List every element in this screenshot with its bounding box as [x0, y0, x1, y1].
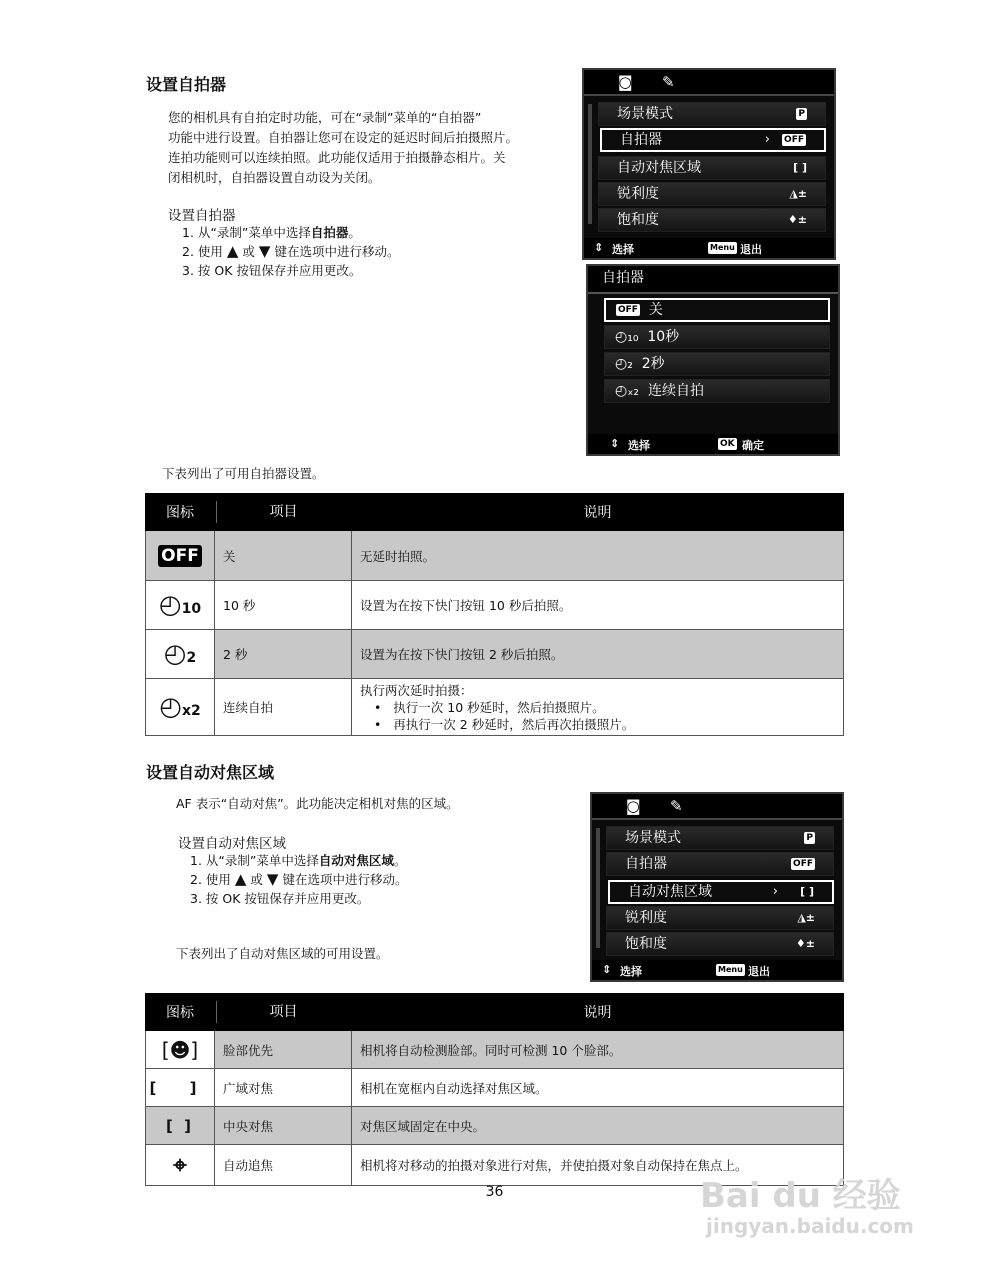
menu-footer: ⇕ 选择 Menu 退出 [592, 960, 842, 980]
row-item: 广域对焦 [215, 1069, 352, 1107]
sharpness-icon: ◮± [797, 911, 815, 924]
af-area-table [145, 993, 844, 1186]
table-row [146, 1069, 844, 1107]
step-1: 1. 从“录制”菜单中选择自动对焦区域。 [190, 853, 407, 868]
menu-item-self-timer[interactable]: 自拍器 › OFF [600, 128, 826, 152]
header-icon: 图标 [146, 494, 215, 531]
menu-item-saturation[interactable]: 饱和度 ♦± [598, 208, 826, 232]
saturation-icon: ♦± [787, 213, 807, 226]
header-item: 项目 [215, 994, 352, 1031]
updown-icon: ⇕ [602, 963, 612, 976]
step-3: 3. 按 OK 按钮保存并应用更改。 [190, 891, 370, 906]
row-desc: 执行两次延时拍摄： • 执行一次 10 秒延时，然后拍摄照片。 • 再执行一次 2 秒延时，然后再次拍摄照片。 [352, 679, 844, 736]
submenu-item-off[interactable]: OFF 关 [604, 298, 830, 322]
timer-10-icon: ◴10 [158, 590, 202, 620]
off-icon: OFF [793, 859, 813, 869]
program-mode-icon: P [798, 109, 805, 119]
row-item: 脸部优先 [215, 1031, 352, 1069]
table-row [146, 679, 844, 736]
step-2: 2. 使用 ▲ 或 ▼ 键在选项中进行移动。 [190, 870, 408, 888]
row-item: 10 秒 [215, 581, 352, 630]
menu-item-sharpness[interactable]: 锐利度 ◮± [598, 182, 826, 206]
self-timer-intro [168, 108, 578, 188]
ok-button-icon: OK [720, 439, 735, 449]
off-icon: OFF [158, 545, 202, 567]
section-title-self-timer: 设置自拍器 [146, 75, 227, 94]
timer-x2-icon: ◴x2 [159, 692, 201, 722]
table-intro: 下表列出了自动对焦区域的可用设置。 [176, 946, 389, 961]
menu-button-icon: Menu [718, 965, 743, 974]
watermark-url: jingyan.baidu.com [706, 1214, 914, 1238]
timer-10-icon: ◴₁₀ [615, 329, 639, 345]
menu-item-af-area[interactable]: 自动对焦区域 [ ] [598, 156, 826, 180]
wrench-icon[interactable]: ✎ [670, 797, 683, 815]
face-detect-icon: [☻] [161, 1037, 199, 1062]
camera-menu-screen [590, 792, 844, 982]
table-row [146, 1107, 844, 1145]
header-desc: 说明 [352, 994, 844, 1031]
header-desc: 说明 [352, 494, 844, 531]
updown-icon: ⇕ [594, 241, 604, 254]
howto-title: 设置自动对焦区域 [178, 836, 286, 852]
table-intro: 下表列出了可用自拍器设置。 [162, 466, 325, 481]
submenu-item-double[interactable]: ◴ₓ₂ 连续自拍 [604, 379, 830, 403]
table-row [146, 581, 844, 630]
timer-2-icon: ◴₂ [615, 356, 633, 372]
row-item: 2 秒 [215, 630, 352, 679]
menu-item-af-area[interactable]: 自动对焦区域 › [ ] [608, 880, 834, 904]
updown-icon: ⇕ [610, 437, 620, 450]
submenu-item-2s[interactable]: ◴₂ 2秒 [604, 352, 830, 376]
steps [182, 223, 399, 280]
row-desc: 对焦区域固定在中央。 [352, 1107, 844, 1145]
self-timer-submenu [586, 264, 840, 456]
table-row [146, 630, 844, 679]
wrench-icon[interactable]: ✎ [662, 73, 675, 91]
camera-icon[interactable]: ◙ [626, 797, 641, 815]
intro-line: 您的相机具有自拍定时功能，可在“录制”菜单的“自拍器” [168, 110, 482, 125]
center-af-icon: [ ] [166, 1116, 194, 1135]
scrollbar[interactable] [588, 104, 592, 224]
down-arrow-icon: ▼ [266, 870, 279, 888]
table-header [146, 994, 844, 1031]
menu-item-scene[interactable]: 场景模式 P [598, 102, 826, 126]
table-row [146, 1031, 844, 1069]
tracking-af-icon: ⌖ [173, 1151, 187, 1179]
chevron-right-icon: › [764, 132, 770, 147]
sharpness-icon: ◮± [789, 187, 807, 200]
timer-x2-icon: ◴ₓ₂ [615, 383, 640, 399]
step-1: 1. 从“录制”菜单中选择自拍器。 [182, 225, 361, 240]
row-item: 关 [215, 531, 352, 581]
submenu-footer: ⇕ 选择 OK 确定 [588, 434, 838, 454]
row-desc: 设置为在按下快门按钮 2 秒后拍照。 [352, 630, 844, 679]
step-2: 2. 使用 ▲ 或 ▼ 键在选项中进行移动。 [182, 242, 400, 260]
off-icon: OFF [784, 135, 804, 145]
menu-tabs [592, 794, 842, 820]
submenu-item-10s[interactable]: ◴₁₀ 10秒 [604, 325, 830, 349]
row-desc: 相机将自动检测脸部。同时可检测 10 个脸部。 [352, 1031, 844, 1069]
intro-line: 功能中进行设置。自拍器让您可在设定的延迟时间后拍摄照片。 [168, 130, 519, 145]
camera-menu-screen [582, 68, 836, 260]
camera-icon[interactable]: ◙ [618, 73, 633, 91]
bullet-item: • 再执行一次 2 秒延时，然后再次拍摄照片。 [374, 716, 635, 732]
timer-2-icon: ◴2 [163, 639, 197, 669]
off-icon: OFF [618, 305, 638, 315]
menu-button-icon: Menu [710, 243, 735, 252]
scrollbar[interactable] [596, 828, 600, 948]
menu-item-sharpness[interactable]: 锐利度 ◮± [606, 906, 834, 930]
row-item: 中央对焦 [215, 1107, 352, 1145]
step-3: 3. 按 OK 按钮保存并应用更改。 [182, 263, 362, 278]
menu-item-self-timer[interactable]: 自拍器 OFF [606, 852, 834, 876]
row-desc: 相机在宽框内自动选择对焦区域。 [352, 1069, 844, 1107]
row-item: 连续自拍 [215, 679, 352, 736]
up-arrow-icon: ▲ [234, 870, 247, 888]
intro-line: 闭相机时，自拍器设置自动设为关闭。 [168, 170, 381, 185]
header-icon: 图标 [146, 994, 215, 1031]
menu-footer: ⇕ 选择 Menu 退出 [584, 238, 834, 258]
self-timer-table [145, 493, 844, 736]
af-area-icon: [ ] [793, 161, 807, 174]
down-arrow-icon: ▼ [258, 242, 271, 260]
header-item: 项目 [215, 494, 352, 531]
row-item: 自动追焦 [215, 1145, 352, 1186]
steps [190, 851, 407, 908]
up-arrow-icon: ▲ [226, 242, 239, 260]
saturation-icon: ♦± [795, 937, 815, 950]
menu-item-scene[interactable]: 场景模式 P [606, 826, 834, 850]
wide-af-icon: [ ] [149, 1078, 211, 1097]
af-area-icon: [ ] [800, 885, 814, 898]
af-intro: AF 表示“自动对焦”。此功能决定相机对焦的区域。 [176, 796, 459, 811]
section-title-af-area: 设置自动对焦区域 [146, 763, 275, 782]
page-number: 36 [485, 1184, 504, 1200]
menu-item-saturation[interactable]: 饱和度 ♦± [606, 932, 834, 956]
submenu-title: 自拍器 [588, 266, 838, 294]
howto-title: 设置自拍器 [168, 208, 236, 224]
intro-line: 连拍功能则可以连续拍照。此功能仅适用于拍摄静态相片。关 [168, 150, 506, 165]
program-mode-icon: P [806, 833, 813, 843]
row-desc: 相机将对移动的拍摄对象进行对焦，并使拍摄对象自动保持在焦点上。 [352, 1145, 844, 1186]
watermark-logo: Bai du 经验 [700, 1176, 901, 1216]
table-row [146, 531, 844, 581]
chevron-right-icon: › [772, 884, 778, 899]
bullet-item: • 执行一次 10 秒延时，然后拍摄照片。 [374, 699, 605, 715]
table-header [146, 494, 844, 531]
row-desc: 无延时拍照。 [352, 531, 844, 581]
menu-tabs [584, 70, 834, 96]
row-desc: 设置为在按下快门按钮 10 秒后拍照。 [352, 581, 844, 630]
